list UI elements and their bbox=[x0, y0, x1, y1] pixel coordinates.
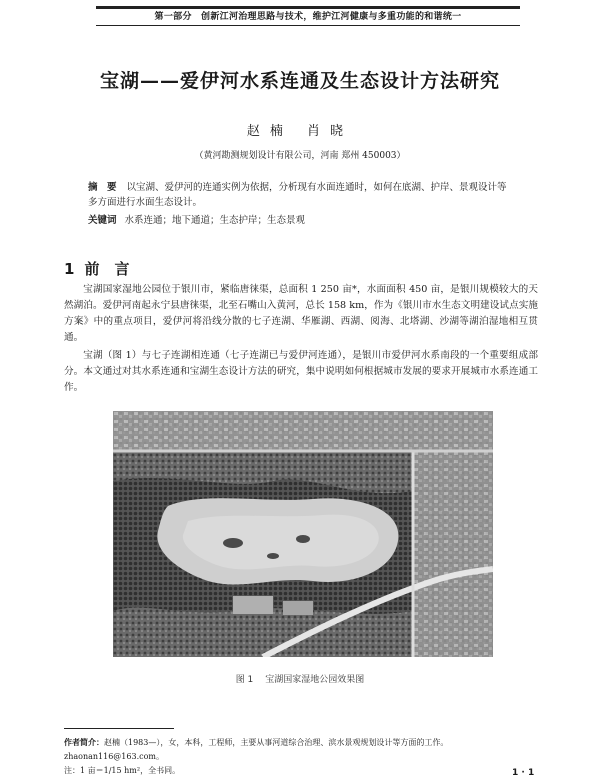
section-title: 前 言 bbox=[84, 260, 130, 278]
keywords bbox=[88, 213, 508, 228]
page-number: 1 · 1 bbox=[512, 768, 535, 778]
footnote bbox=[64, 736, 544, 778]
figure-label: 图 1 bbox=[235, 675, 254, 685]
unit-note: 注：1 亩＝1/15 hm²，全书同。 bbox=[64, 766, 181, 775]
article-authors: 赵楠 肖晓 bbox=[246, 124, 354, 139]
running-header bbox=[96, 6, 520, 26]
abstract-text: 以宝湖、爱伊河的连通实例为依据，分析现有水面连通时，如何在底湖、护岸、景观设计等多方面进行水面生态设计。 bbox=[88, 182, 507, 208]
keywords-text: 水系连通；地下通道；生态护岸；生态景观 bbox=[124, 215, 306, 226]
abstract-label: 摘 要 bbox=[88, 182, 117, 193]
running-header-text: 第一部分 创新江河治理思路与技术，维护江河健康与多重功能的和谐统一 bbox=[151, 12, 466, 22]
author-affiliation: （黄河勘测规划设计有限公司，河南 郑州 450003） bbox=[194, 151, 406, 161]
section-number: 1 bbox=[64, 260, 75, 278]
figure-caption-text: 宝湖国家湿地公园效果图 bbox=[265, 675, 365, 685]
article-title: 宝湖——爱伊河水系连通及生态设计方法研究 bbox=[99, 70, 500, 92]
aerial-park-illustration bbox=[113, 411, 493, 657]
author-bio bbox=[64, 736, 544, 764]
intro-paragraph-2: 宝湖（图 1）与七子连湖相连通（七子连湖已与爱伊河连通），是银川市爱伊河水系南段的一个重要组成部分。本文通过对其水系连通和宝湖生态设计方法的研究，集中说明如何根据城市发展的要求开展城市水系连通工作。 bbox=[64, 350, 538, 393]
keywords-label: 关键词 bbox=[88, 215, 117, 226]
intro-paragraph-1: 宝湖国家湿地公园位于银川市，紧临唐徕渠，总面积 1 250 亩*，水面面积 450 亩，是银川规模较大的天然湖泊。爱伊河南起永宁县唐徕渠，北至石嘴山入黄河，总长 158 km，作为《银川市水生态文明建设试点实施方案》中的重点项目，爱伊河将沿线分散的七子连湖、华雁湖、西湖、阅海、北塔湖、沙湖等湖泊湿地相互贯通。 bbox=[64, 284, 538, 343]
author-bio-text: 赵楠（1983—），女，本科，工程师，主要从事河道综合治理、滨水景观规划设计等方面的工作。zhaonan116@163.com。 bbox=[64, 738, 449, 761]
aerial-park-photo bbox=[113, 411, 493, 657]
author-bio-label: 作者简介： bbox=[64, 738, 104, 747]
abstract bbox=[88, 180, 508, 210]
section-heading bbox=[64, 258, 129, 279]
footnote-divider bbox=[64, 728, 174, 729]
figure-caption bbox=[0, 672, 600, 685]
